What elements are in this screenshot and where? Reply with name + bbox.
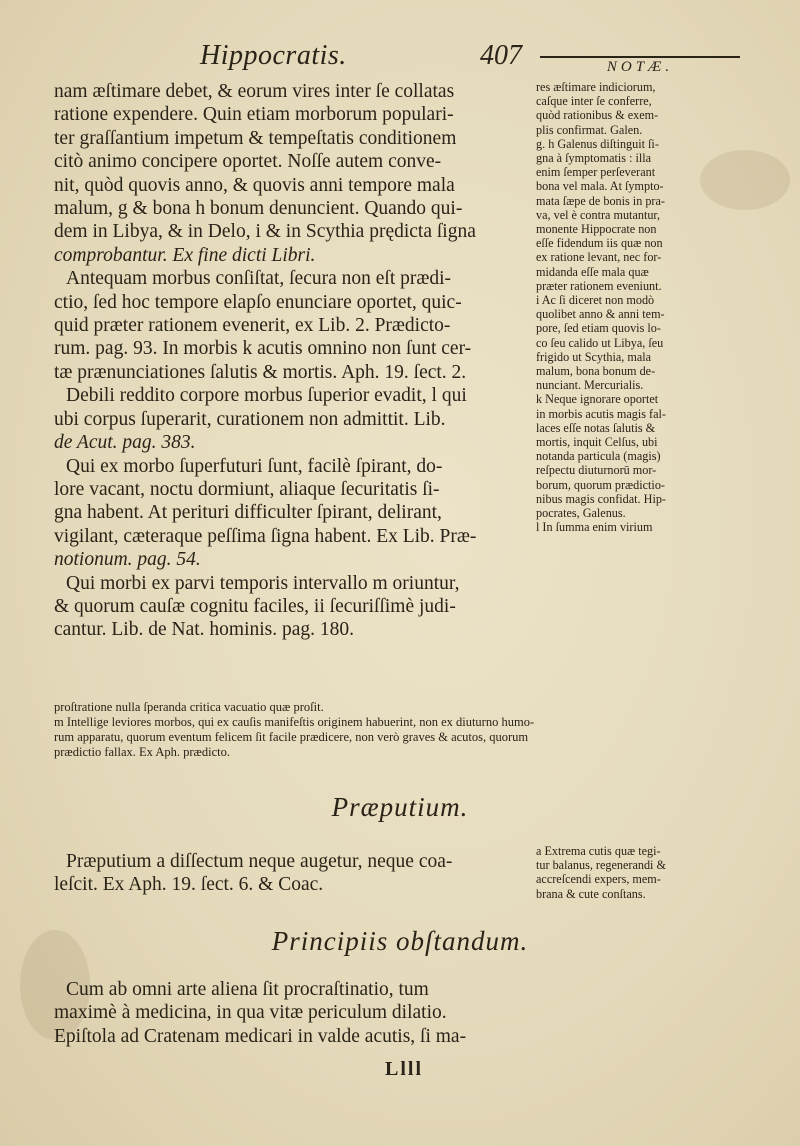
note-line: borum, quorum prædictio- [536,477,665,492]
note-line: co ſeu calido ut Libya, ſeu [536,335,664,350]
source-citation: de Acut. pag. 383. [54,432,196,454]
note-line: gna à ſymptomatis : illa [536,151,652,166]
text-line: maximè à medicina, in qua vitæ periculum dilatio. [54,1002,447,1024]
principiis-text [54,978,524,1048]
marginal-notes-column [536,80,778,535]
note-line: k Neque ignorare oportet [536,392,659,407]
text-line: vigilant, cæteraque peſſima ſigna habent. Ex Lib. Præ- [54,525,477,547]
note-line: brana & cute conſtans. [536,886,646,901]
note-line: eſſe fidendum iis quæ non [536,236,663,251]
footnotes [54,700,778,760]
text-line: ubi corpus ſuperarit, curationem non admittit. Lib. [54,408,446,430]
note-line: caſque inter ſe conferre, [536,94,652,109]
note-line: frigido ut Scythia, mala [536,349,652,364]
text-line: & quorum cauſæ cognitu faciles, ii ſecuriſſimè judi- [54,595,456,617]
source-citation: comprobantur. Ex fine dicti Libri. [54,244,316,266]
note-line: reſpectu diuturnorū mor- [536,463,657,478]
note-line: nunciant. Mercurialis. [536,378,644,393]
paragraph-start: Cum ab omni arte aliena ſit procraſtinatio, tum [66,979,429,1000]
text-line: gna habent. At perituri difficulter ſpirant, delirant, [54,502,442,524]
text-line: malum, g & bona h bonum denuncient. Quando qui- [54,198,463,220]
note-line: laces eſſe notas ſalutis & [536,420,656,435]
section-title-principiis: Principiis obſtandum. [271,926,529,956]
page-number: 407 [480,40,522,71]
note-line: notanda particula (magis) [536,449,661,464]
note-line: plis confirmat. Galen. [536,122,643,137]
note-line: accreſcendi expers, mem- [536,872,661,887]
note-line: ex ratione levant, nec for- [536,250,662,265]
text-line: ter graſſantium impetum & tempeſtatis conditionem [54,127,457,149]
note-line: mata ſæpe de bonis in pra- [536,193,665,208]
text-line: tæ prænunciationes ſalutis & mortis. Aph. 19. ſect. 2. [54,361,467,383]
paragraph-start: Qui morbi ex parvi temporis intervallo m oriuntur, [66,572,460,594]
footnote-line: proſtratione nulla ſperanda critica vacuatio quæ proſit. [54,700,324,714]
note-line: enim ſemper perſeverant [536,165,656,180]
note-line: pocrates, Galenus. [536,506,626,521]
note-line: nibus magis confidat. Hip- [536,491,666,506]
note-line: l In ſumma enim virium [536,520,653,535]
running-head: Hippocratis. [200,40,347,71]
text-line: cantur. Lib. de Nat. hominis. pag. 180. [54,619,355,641]
paragraph-start: Qui ex morbo ſuperfuturi ſunt, facilè ſpirant, do- [66,455,443,477]
source-citation: notionum. pag. 54. [54,549,201,571]
note-line: præter rationem eveniunt. [536,278,662,293]
text-line: dem in Libya, & in Delo, i & in Scythia prędicta ſigna [54,221,476,243]
note-line: res æſtimare indiciorum, [536,80,656,94]
text-line: citò animo concipere oportet. Noſſe autem conve- [54,151,442,173]
main-text-column [54,80,524,642]
text-line: lore vacant, noctu dormiunt, aliaque ſecuritatis ſi- [54,478,440,500]
note-line: i Ac ſi diceret non modò [536,293,655,308]
footnote-line: rum apparatu, quorum eventum felicem ſit facile prædicere, non verò graves & acutos, quorum [54,730,529,744]
page-header [200,40,760,74]
note-line: va, vel è contra mutantur, [536,207,661,222]
signature-mark: Llll [385,1058,424,1080]
note-line: bona vel mala. At ſympto- [536,179,664,194]
footnote-line: m Intellige leviores morbos, qui ex cauſis manifeſtis originem habuerint, non ex diuturno humo- [54,715,535,729]
text-line: quid præter rationem evenerit, ex Lib. 2. Prædicto- [54,315,451,337]
paragraph-start: Præputium a diſſectum neque augetur, neque coa- [66,851,453,872]
text-line: rum. pag. 93. In morbis k acutis omnino non ſunt cer- [54,338,472,360]
text-line: nam æſtimare debet, & eorum vires inter ſe collatas [54,81,455,102]
paragraph-start: Antequam morbus conſiſtat, ſecura non eſt prædi- [66,268,452,290]
note-line: monente Hippocrate non [536,222,657,237]
text-line: leſcit. Ex Aph. 19. ſect. 6. & Coac. [54,874,324,896]
section-title-praeputium: Præputium. [331,792,469,822]
text-line: nit, quòd quovis anno, & quovis anni tempore mala [54,174,455,196]
note-line: malum, bona bonum de- [536,364,656,379]
note-line: in morbis acutis magis fal- [536,406,666,421]
text-line: ratione expendere. Quin etiam morborum populari- [54,104,454,126]
praeputium-note [536,844,778,901]
text-line: ctio, ſed hoc tempore elapſo enunciare oportet, quic- [54,291,462,313]
note-line: pore, ſed etiam quovis lo- [536,321,661,336]
text-line: Epiſtola ad Cratenam medicari in valde acutis, ſi ma- [54,1025,467,1047]
footnote-line: prædictio fallax. Ex Aph. prædicto. [54,745,231,759]
note-line: a Extrema cutis quæ tegi- [536,844,661,858]
note-line: tur balanus, regenerandi & [536,858,666,873]
praeputium-text [54,850,524,897]
notes-heading: NOTÆ. [540,56,740,76]
paragraph-start: Debili reddito corpore morbus ſuperior evadit, l qui [66,385,467,407]
note-line: quolibet anno & anni tem- [536,307,665,322]
note-line: mortis, inquit Celſus, ubi [536,435,658,450]
note-line: quòd rationibus & exem- [536,108,659,123]
note-line: g. h Galenus diſtinguit ſi- [536,136,659,151]
note-line: midanda eſſe mala quæ [536,264,649,279]
